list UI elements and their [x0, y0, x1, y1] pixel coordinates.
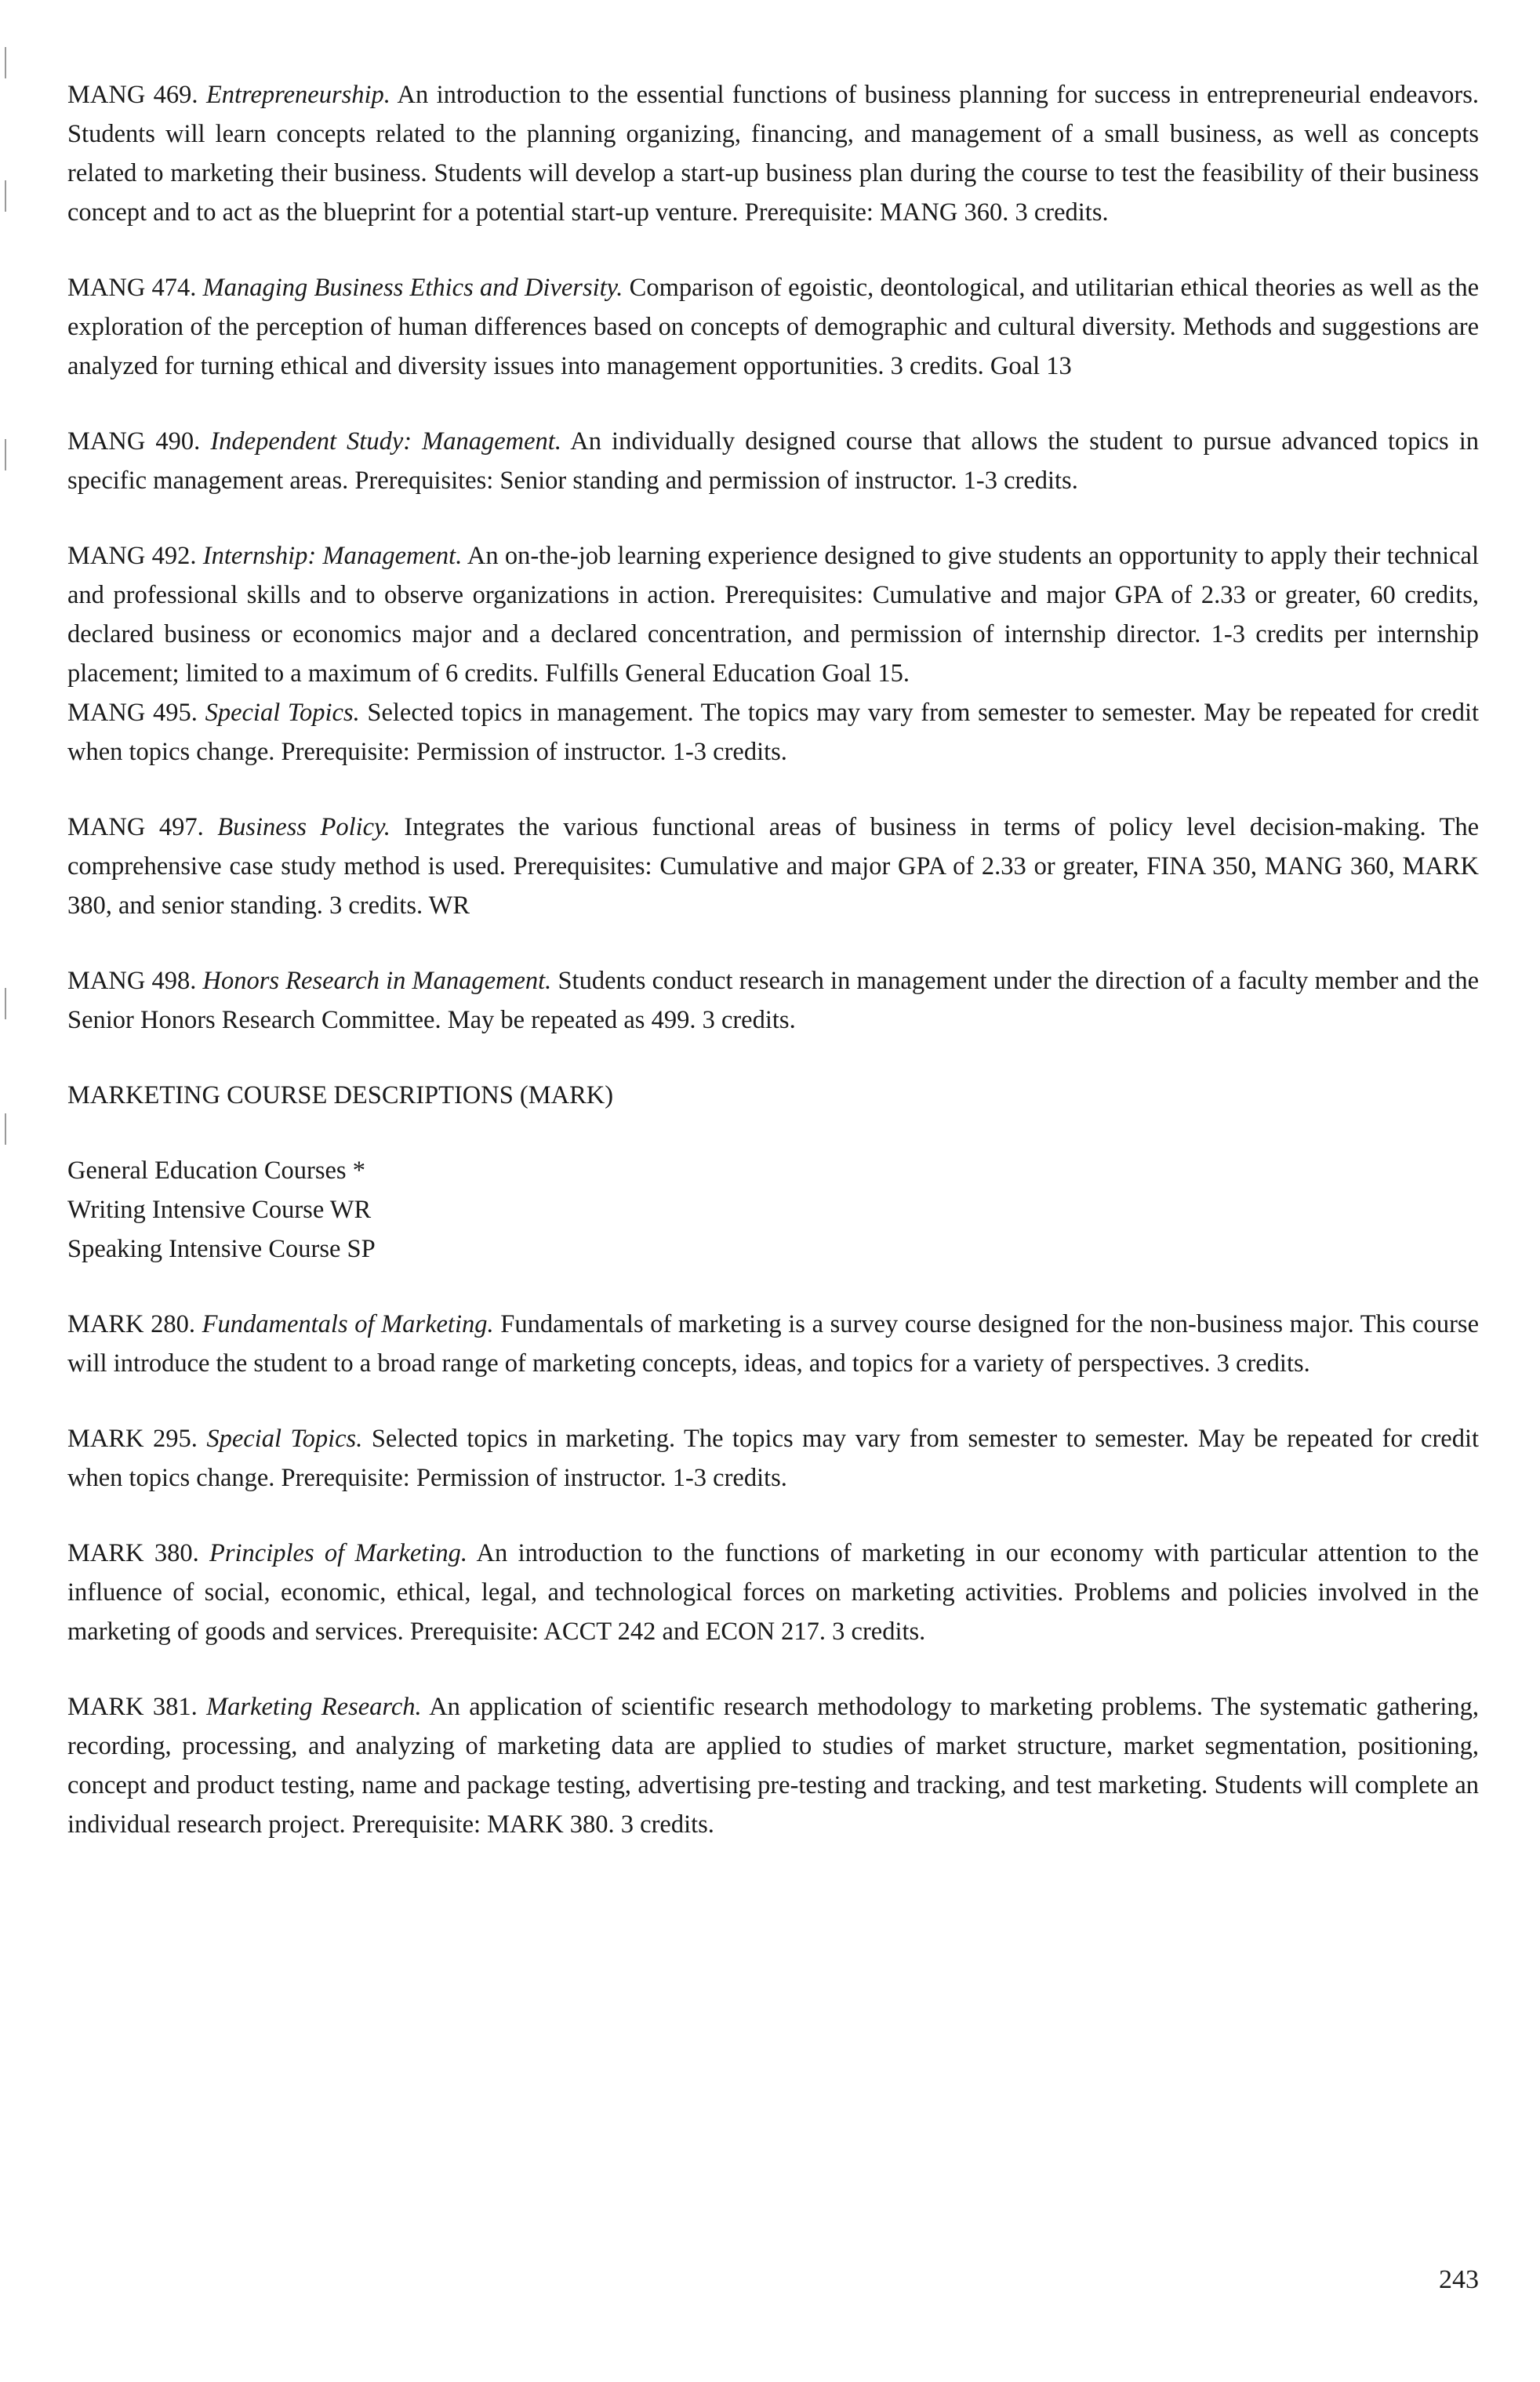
course-description: Comparison of egoistic, deontological, and utilitarian ethical theories as well as the exploration of the perception of human differences based on concepts of demographic and cultural diversity. Methods and suggestions are analyzed for turning ethical and diversity issues into management opportunities. 3 credits. Goal 13	[67, 274, 1480, 380]
marketing-course-list	[67, 1305, 1479, 1844]
course-description: An application of scientific research methodology to marketing problems. The systematic gathering, recording, processing, and analyzing of marketing data are applied to studies of market structure, market segmentation, positioning, concept and product testing, name and package testing, advertising pre-testing and tracking, and test marketing. Students will complete an individual research project. Prerequisite: MARK 380. 3 credits.	[67, 1693, 1479, 1839]
course-entry-mark-381	[67, 1687, 1479, 1844]
course-code: MARK 295.	[67, 1425, 198, 1453]
course-title: Managing Business Ethics and Diversity.	[202, 274, 623, 302]
course-legend	[67, 1151, 1479, 1269]
course-code: MARK 280.	[67, 1310, 196, 1338]
course-entry-mark-295	[67, 1419, 1479, 1498]
course-entry-mang-490	[67, 422, 1479, 500]
course-description: An introduction to the essential functions of business planning for success in entrepreneurial endeavors. Students will learn concepts related to the planning organizing, financing, and management of a small business, as well as concepts related to marketing their business. Students will develop a start-up business plan during the course to test the feasibility of their business concept and to act as the blueprint for a potential start-up venture. Prerequisite: MANG 360. 3 credits.	[67, 81, 1479, 227]
page-number: 243	[1439, 2265, 1479, 2294]
course-code: MANG 490.	[67, 427, 201, 456]
course-entry-mang-497	[67, 808, 1479, 925]
course-entry-mark-280	[67, 1305, 1479, 1383]
course-title: Entrepreneurship.	[205, 81, 390, 109]
course-code: MANG 474.	[67, 274, 197, 302]
scan-edge-mark	[5, 1113, 6, 1145]
course-entry-mang-495	[67, 693, 1479, 772]
course-entry-mang-474	[67, 268, 1479, 386]
section-heading: MARKETING COURSE DESCRIPTIONS (MARK)	[67, 1081, 614, 1109]
course-code: MANG 492.	[67, 542, 197, 570]
course-description: Selected topics in marketing. The topics may vary from semester to semester. May be repeated for credit when topics change. Prerequisite: Permission of instructor. 1-3 credits.	[67, 1425, 1480, 1492]
scan-edge-mark	[5, 180, 6, 212]
course-entry-mang-492	[67, 536, 1479, 693]
course-entry-mang-469	[67, 75, 1479, 232]
course-title: Special Topics.	[206, 1425, 363, 1453]
course-title: Honors Research in Management.	[202, 967, 552, 995]
scan-edge-mark	[5, 47, 6, 78]
course-entry-mark-380	[67, 1534, 1479, 1651]
course-code: MANG 497.	[67, 813, 204, 841]
management-course-list	[67, 75, 1479, 1040]
legend-line: Speaking Intensive Course SP	[67, 1235, 376, 1263]
course-code: MANG 498.	[67, 967, 197, 995]
course-code: MANG 469.	[67, 81, 198, 109]
course-title: Fundamentals of Marketing.	[202, 1310, 494, 1338]
course-code: MARK 381.	[67, 1693, 198, 1721]
course-title: Principles of Marketing.	[209, 1539, 468, 1567]
scan-edge-mark	[5, 439, 6, 470]
course-description: An on-the-job learning experience designed to give students an opportunity to apply their technical and professional skills and to observe organizations in action. Prerequisites: Cumulative and major GPA of 2.33 or greater, 60 credits, declared business or economics major and a declared concentration, and permission of internship director. 1-3 credits per internship placement; limited to a maximum of 6 credits. Fulfills General Education Goal 15.	[67, 542, 1479, 688]
course-description: An individually designed course that allows the student to pursue advanced topics in specific management areas. Prerequisites: Senior standing and permission of instructor. 1-3 credits.	[67, 427, 1480, 495]
course-title: Internship: Management.	[202, 542, 463, 570]
course-entry-mang-498	[67, 961, 1479, 1040]
course-title: Independent Study: Management.	[210, 427, 561, 456]
document-page	[67, 75, 1479, 1880]
course-code: MARK 380.	[67, 1539, 199, 1567]
course-description: Selected topics in management. The topics may vary from semester to semester. May be repeated for credit when topics change. Prerequisite: Permission of instructor. 1-3 credits.	[67, 699, 1480, 766]
legend-line: General Education Courses *	[67, 1157, 365, 1185]
course-title: Marketing Research.	[206, 1693, 422, 1721]
course-title: Special Topics.	[205, 699, 360, 727]
course-description: An introduction to the functions of marketing in our economy with particular attention to the influence of social, economic, ethical, legal, and technological forces on marketing activities. Problems and policies involved in the marketing of goods and services. Prerequisite: ACCT 242 and ECON 217. 3 credits.	[67, 1539, 1479, 1646]
course-title: Business Policy.	[217, 813, 390, 841]
course-description: Integrates the various functional areas of business in terms of policy level decision-making. The comprehensive case study method is used. Prerequisites: Cumulative and major GPA of 2.33 or greater, FINA 350, MANG 360, MARK 380, and senior standing. 3 credits. WR	[67, 813, 1480, 920]
course-description: Fundamentals of marketing is a survey course designed for the non-business major. This course will introduce the student to a broad range of marketing concepts, ideas, and topics for a variety of perspectives. 3 credits.	[67, 1310, 1480, 1378]
course-code: MANG 495.	[67, 699, 198, 727]
scan-edge-mark	[5, 988, 6, 1019]
legend-line: Writing Intensive Course WR	[67, 1196, 372, 1224]
course-description: Students conduct research in management under the direction of a faculty member and the Senior Honors Research Committee. May be repeated as 499. 3 credits.	[67, 967, 1480, 1034]
